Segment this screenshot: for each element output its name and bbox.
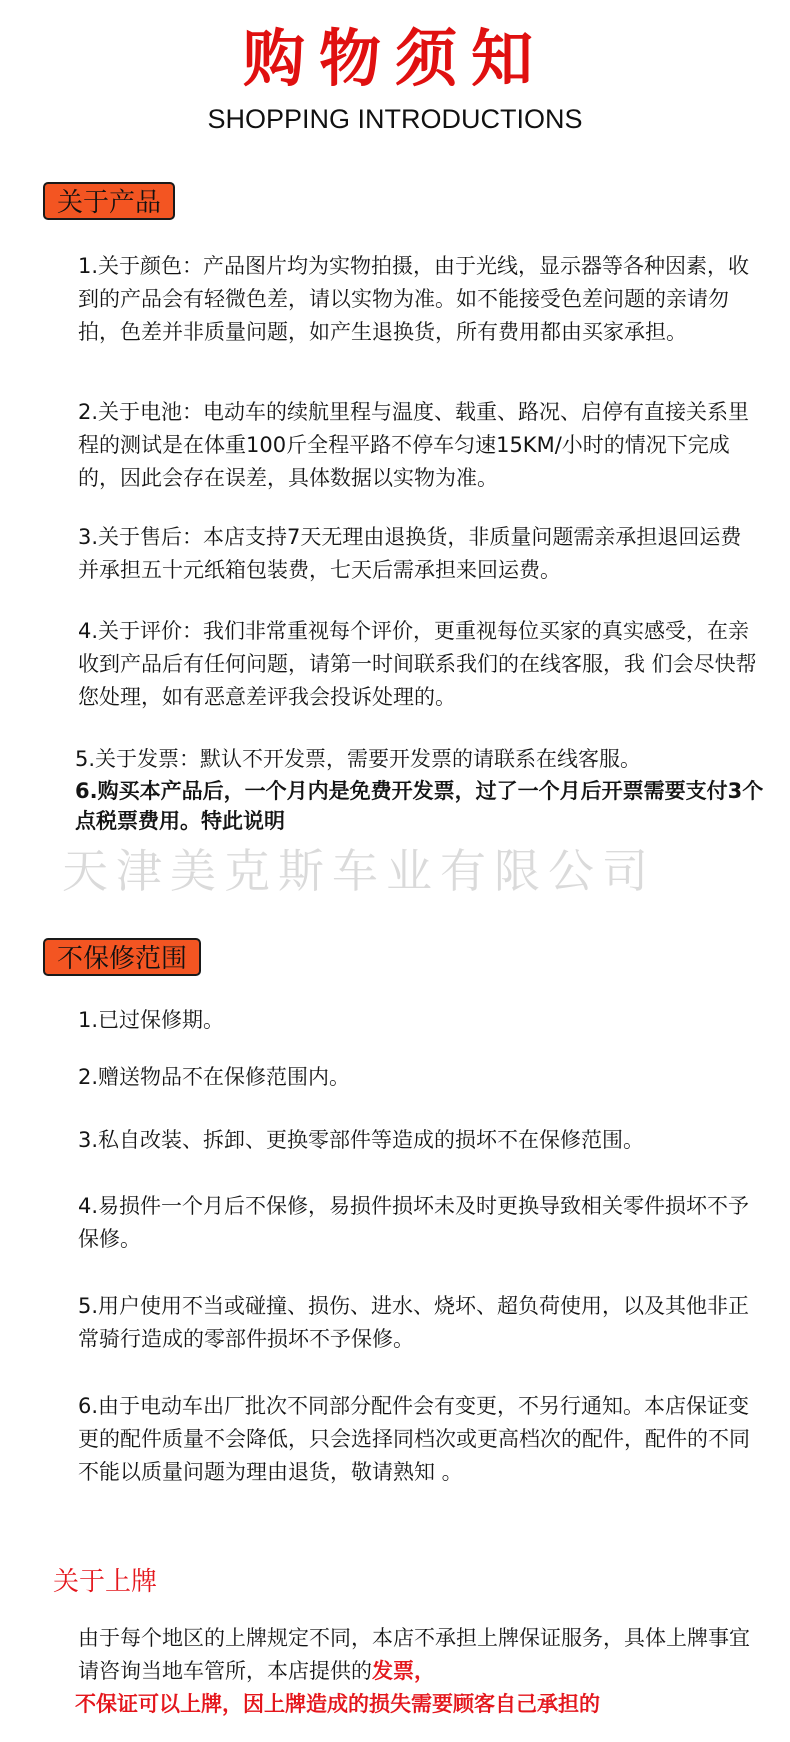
- section-badge-product: 关于产品: [43, 182, 175, 220]
- watermark: 天津美克斯车业有限公司: [62, 844, 656, 898]
- warranty-item-gifts: 2.赠送物品不在保修范围内。: [78, 1065, 351, 1089]
- product-item-invoice-fee: 6.购买本产品后，一个月内是免费开发票，过了一个月后开票需要支付3个点税票费用。特此说明: [75, 779, 764, 833]
- warranty-item-part-changes: 6.由于电动车出厂批次不同部分配件会有变更，不另行通知。本店保证变更的配件质量不会降低，只会选择同档次或更高档次的配件，配件的不同不能以质量问题为理由退货，敬请熟知 。: [78, 1394, 750, 1484]
- section-heading-plate: 关于上牌: [53, 1567, 158, 1597]
- section-badge-warranty: 不保修范围: [43, 938, 201, 976]
- page-subtitle: SHOPPING INTRODUCTIONS: [207, 104, 583, 134]
- warranty-item-wear-parts: 4.易损件一个月后不保修，易损件损坏未及时更换导致相关零件损坏不予保修。: [78, 1194, 750, 1251]
- product-item-battery: 2.关于电池：电动车的续航里程与温度、载重、路况、启停有直接关系里程的测试是在体重100斤全程平路不停车匀速15KM/小时的情况下完成的，因此会存在误差，具体数据以实物为准。: [78, 400, 750, 490]
- plate-notice-highlight-warning: 不保证可以上牌，因上牌造成的损失需要顾客自己承担的: [75, 1692, 600, 1716]
- product-item-aftersales: 3.关于售后：本店支持7天无理由退换货，非质量问题需亲承担退回运费并承担五十元纸箱包装费，七天后需承担来回运费。: [78, 525, 742, 582]
- warranty-item-expired: 1.已过保修期。: [78, 1008, 225, 1032]
- plate-notice-highlight-invoice: 发票，: [372, 1659, 435, 1683]
- warranty-item-misuse: 5.用户使用不当或碰撞、损伤、进水、烧坏、超负荷使用，以及其他非正常骑行造成的零部件损坏不予保修。: [78, 1294, 750, 1351]
- product-item-invoice: 5.关于发票：默认不开发票，需要开发票的请联系在线客服。: [75, 747, 642, 771]
- plate-notice-text: 由于每个地区的上牌规定不同，本店不承担上牌保证服务，具体上牌事宜请咨询当地车管所，本店提供的: [78, 1626, 750, 1683]
- product-item-color: 1.关于颜色：产品图片均为实物拍摄，由于光线，显示器等各种因素，收到的产品会有轻微色差，请以实物为准。如不能接受色差问题的亲请勿拍，色差并非质量问题，如产生退换货，所有费用都由买家承担。: [78, 254, 750, 344]
- page-title: 购物须知: [242, 22, 547, 95]
- product-item-reviews: 4.关于评价：我们非常重视每个评价，更重视每位买家的真实感受，在亲收到产品后有任何问题，请第一时间联系我们的在线客服，我 们会尽快帮您处理，如有恶意差评我会投诉处理的。: [78, 619, 757, 709]
- warranty-item-modification: 3.私自改装、拆卸、更换零部件等造成的损坏不在保修范围。: [78, 1128, 645, 1152]
- plate-notice: [75, 1622, 768, 1721]
